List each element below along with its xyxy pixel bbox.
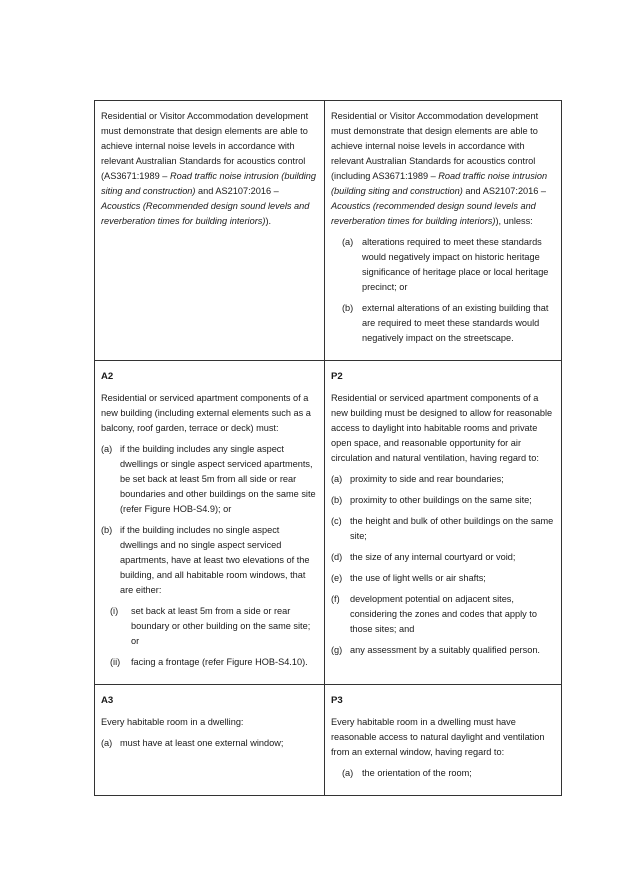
list-item (101, 523, 318, 598)
sub-list-item-label: (i) (110, 606, 119, 616)
list-item (331, 643, 555, 658)
clause-heading: P3 (331, 695, 343, 706)
clause-heading: A3 (101, 695, 114, 706)
list-item-label: (a) (331, 474, 343, 484)
list-item-text: any assessment by a suitably qualified person. (350, 645, 540, 655)
list-item-label: (a) (101, 738, 113, 748)
sub-list-item (110, 655, 318, 670)
paragraph-text: and AS2107:2016 – (462, 186, 547, 196)
standard-title: Road traffic noise intrusion (building siting and construction) (101, 171, 317, 196)
performance-criteria-p2-cell (325, 361, 562, 685)
table-row (95, 361, 562, 685)
list-item-text: the orientation of the room; (362, 768, 472, 778)
paragraph-text: Residential or Visitor Accommodation development must demonstrate that design elements are able to achieve internal noise levels in accordance with relevant Australian Standards for acoustics control (AS3671:1989 – (101, 111, 309, 181)
clause-heading: A2 (101, 371, 114, 382)
list-item (331, 550, 555, 565)
performance-criteria-p3-cell (325, 685, 562, 796)
paragraph-text: and AS2107:2016 – (195, 186, 279, 196)
paragraph-text: ), unless: (495, 216, 533, 226)
list-item-text: must have at least one external window; (120, 738, 284, 748)
list-item (331, 493, 555, 508)
list-item-text: if the building includes no single aspect dwellings and no single aspect serviced apartments, have at least two elevations of the building, and all habitable room windows, that are either: (120, 525, 310, 595)
list-item-text: proximity to side and rear boundaries; (350, 474, 504, 484)
list-item-label: (d) (331, 552, 343, 562)
list-item-label: (a) (342, 768, 354, 778)
noise-standard-paragraph (331, 109, 555, 229)
list-item (342, 301, 555, 346)
clause-intro: Residential or serviced apartment components of a new building must be designed to allow for reasonable access to daylight into habitable rooms and private open space, and reasonable opportunity for air circulation and natural ventilation, having regard to: (331, 393, 553, 463)
list-item (101, 736, 318, 751)
table-row (95, 101, 562, 361)
acceptable-solution-a1-cell (95, 101, 325, 361)
sub-list-item-text: facing a frontage (refer Figure HOB-S4.10). (131, 657, 308, 667)
list-item-label: (a) (342, 237, 354, 247)
provisions-table (94, 100, 562, 796)
list-item-label: (b) (331, 495, 343, 505)
list-item (331, 514, 555, 544)
list-item-text: if the building includes any single aspect dwellings or single aspect serviced apartments, be set back at least 5m from all side or rear boundaries and other buildings on the same site (refer Figure HOB-S4.9); or (120, 444, 316, 514)
acceptable-solution-a2-cell (95, 361, 325, 685)
table-row (95, 685, 562, 796)
list-item-label: (c) (331, 516, 342, 526)
list-item-label: (a) (101, 444, 113, 454)
list-item (342, 235, 555, 295)
list-item-text: external alterations of an existing building that are required to meet these standards would negatively impact on the streetscape. (362, 303, 549, 343)
acceptable-solution-a3-cell (95, 685, 325, 796)
list-item (331, 571, 555, 586)
list-item-text: the use of light wells or air shafts; (350, 573, 486, 583)
standard-title: Road traffic noise intrusion (building siting and construction) (331, 171, 548, 196)
list-item (331, 592, 555, 637)
clause-intro: Every habitable room in a dwelling: (101, 717, 244, 727)
list-item-text: alterations required to meet these standards would negatively impact on historic heritage significance of heritage place or local heritage precinct; or (362, 237, 549, 292)
standard-title: Acoustics (Recommended design sound levels and reverberation times for building interiors) (101, 201, 310, 226)
standard-title: Acoustics (recommended design sound levels and reverberation times for building interiors) (331, 201, 536, 226)
list-item (101, 442, 318, 517)
noise-standard-paragraph (101, 109, 318, 229)
list-item (342, 766, 555, 781)
list-item-text: proximity to other buildings on the same site; (350, 495, 532, 505)
paragraph-text: Residential or Visitor Accommodation development must demonstrate that design elements are able to achieve internal noise levels in accordance with relevant Australian Standards for acoustics control (including AS3671:1989 – (331, 111, 539, 181)
list-item (331, 472, 555, 487)
sub-list-item (110, 604, 318, 649)
sub-list-item-label: (ii) (110, 657, 121, 667)
clause-intro: Residential or serviced apartment components of a new building (including external elements such as a balcony, roof garden, terrace or deck) must: (101, 393, 311, 433)
sub-list-item-text: set back at least 5m from a side or rear boundary or other building on the same site; or (131, 606, 311, 646)
list-item-text: the size of any internal courtyard or void; (350, 552, 516, 562)
clause-intro: Every habitable room in a dwelling must have reasonable access to natural daylight and ventilation from an external window, having regard to: (331, 717, 545, 757)
list-item-text: the height and bulk of other buildings on the same site; (350, 516, 554, 541)
performance-criteria-p1-cell (325, 101, 562, 361)
list-item-label: (e) (331, 573, 343, 583)
clause-heading: P2 (331, 371, 343, 382)
paragraph-text: ). (265, 216, 272, 226)
list-item-label: (g) (331, 645, 343, 655)
list-item-label: (f) (331, 594, 340, 604)
list-item-label: (b) (342, 303, 354, 313)
list-item-label: (b) (101, 525, 113, 535)
list-item-text: development potential on adjacent sites, considering the zones and codes that apply to those sites; and (350, 594, 537, 634)
